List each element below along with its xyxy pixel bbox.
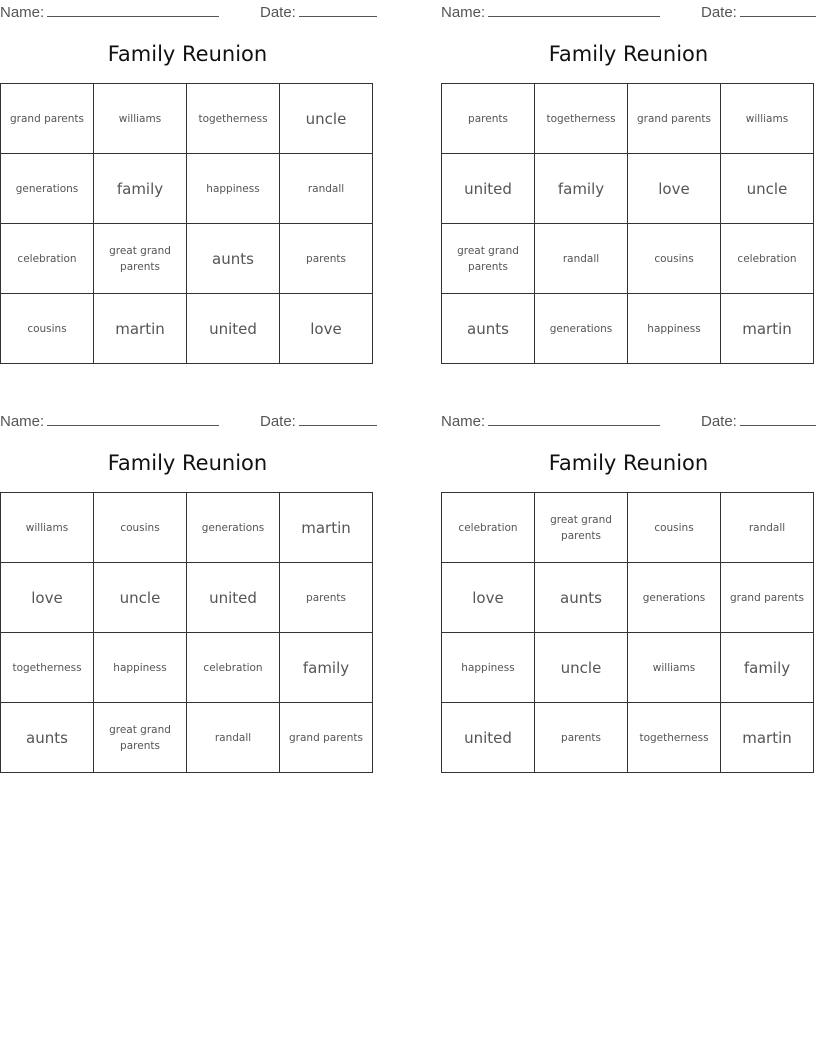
bingo-cell: celebration	[187, 633, 280, 703]
name-label: Name:	[441, 413, 486, 430]
bingo-cell: happiness	[442, 633, 535, 703]
date-label: Date:	[260, 413, 296, 430]
bingo-cell: generations	[1, 154, 94, 224]
bingo-cell: united	[442, 154, 535, 224]
bingo-cell: celebration	[1, 224, 94, 294]
bingo-cell: generations	[187, 493, 280, 563]
card-title: Family Reunion	[107, 451, 268, 475]
name-line	[488, 2, 660, 17]
bingo-card	[0, 0, 375, 338]
card-header	[441, 0, 816, 20]
bingo-cell: family	[280, 633, 373, 703]
name-label: Name:	[0, 413, 45, 430]
bingo-cell: williams	[721, 84, 814, 154]
bingo-cell: cousins	[628, 224, 721, 294]
bingo-cell: cousins	[94, 493, 187, 563]
bingo-cell: martin	[94, 294, 187, 364]
bingo-cell: happiness	[187, 154, 280, 224]
name-line	[47, 2, 219, 17]
date-line	[740, 411, 816, 426]
name-field[interactable]	[441, 2, 660, 21]
bingo-cell: uncle	[535, 633, 628, 703]
bingo-cell: love	[1, 563, 94, 633]
card-title: Family Reunion	[548, 42, 709, 66]
bingo-cell: united	[187, 563, 280, 633]
bingo-cell: uncle	[280, 84, 373, 154]
date-field[interactable]	[701, 411, 816, 430]
bingo-cell: family	[721, 633, 814, 703]
bingo-cell: williams	[94, 84, 187, 154]
bingo-card	[441, 409, 816, 747]
bingo-cell: celebration	[721, 224, 814, 294]
bingo-cell: parents	[535, 703, 628, 773]
bingo-cell: family	[535, 154, 628, 224]
card-title: Family Reunion	[107, 42, 268, 66]
bingo-card	[0, 409, 375, 752]
bingo-cell: martin	[280, 493, 373, 563]
bingo-grid	[0, 492, 373, 773]
bingo-cell: great grand parents	[535, 493, 628, 563]
card-header	[0, 0, 375, 20]
card-header	[441, 409, 816, 429]
bingo-card	[441, 0, 816, 338]
bingo-cell: randall	[535, 224, 628, 294]
bingo-cell: randall	[187, 703, 280, 773]
bingo-cell: uncle	[721, 154, 814, 224]
bingo-cell: united	[187, 294, 280, 364]
bingo-cell: williams	[1, 493, 94, 563]
card-title: Family Reunion	[548, 451, 709, 475]
date-line	[299, 2, 377, 17]
name-field[interactable]	[441, 411, 660, 430]
bingo-cell: aunts	[187, 224, 280, 294]
date-label: Date:	[701, 413, 737, 430]
bingo-cell: williams	[628, 633, 721, 703]
name-label: Name:	[441, 4, 486, 21]
name-field[interactable]	[0, 411, 219, 430]
name-field[interactable]	[0, 2, 219, 21]
bingo-cell: uncle	[94, 563, 187, 633]
date-label: Date:	[260, 4, 296, 21]
bingo-cell: cousins	[1, 294, 94, 364]
bingo-cell: generations	[535, 294, 628, 364]
bingo-cell: great grand parents	[94, 703, 187, 773]
bingo-cell: aunts	[535, 563, 628, 633]
card-header	[0, 409, 375, 429]
bingo-cell: togetherness	[1, 633, 94, 703]
date-field[interactable]	[260, 2, 377, 21]
bingo-cell: togetherness	[187, 84, 280, 154]
bingo-cell: happiness	[94, 633, 187, 703]
date-field[interactable]	[701, 2, 816, 21]
bingo-cell: togetherness	[535, 84, 628, 154]
date-label: Date:	[701, 4, 737, 21]
bingo-cell: great grand parents	[442, 224, 535, 294]
bingo-cell: grand parents	[628, 84, 721, 154]
bingo-cell: love	[628, 154, 721, 224]
bingo-cell: family	[94, 154, 187, 224]
bingo-cell: randall	[721, 493, 814, 563]
bingo-cell: aunts	[442, 294, 535, 364]
bingo-cell: randall	[280, 154, 373, 224]
name-line	[47, 411, 219, 426]
bingo-cell: united	[442, 703, 535, 773]
bingo-grid	[441, 492, 814, 773]
bingo-grid	[0, 83, 373, 364]
bingo-cell: happiness	[628, 294, 721, 364]
name-line	[488, 411, 660, 426]
bingo-cell: grand parents	[721, 563, 814, 633]
bingo-cell: love	[280, 294, 373, 364]
date-line	[740, 2, 816, 17]
bingo-grid	[441, 83, 814, 364]
date-field[interactable]	[260, 411, 377, 430]
date-line	[299, 411, 377, 426]
bingo-cell: parents	[280, 563, 373, 633]
bingo-cell: love	[442, 563, 535, 633]
bingo-cell: grand parents	[280, 703, 373, 773]
bingo-cell: celebration	[442, 493, 535, 563]
name-label: Name:	[0, 4, 45, 21]
bingo-cell: martin	[721, 294, 814, 364]
bingo-cell: great grand parents	[94, 224, 187, 294]
bingo-cell: grand parents	[1, 84, 94, 154]
bingo-cell: cousins	[628, 493, 721, 563]
bingo-cell: generations	[628, 563, 721, 633]
bingo-cell: parents	[442, 84, 535, 154]
bingo-cell: parents	[280, 224, 373, 294]
bingo-cell: aunts	[1, 703, 94, 773]
bingo-cell: martin	[721, 703, 814, 773]
bingo-cell: togetherness	[628, 703, 721, 773]
